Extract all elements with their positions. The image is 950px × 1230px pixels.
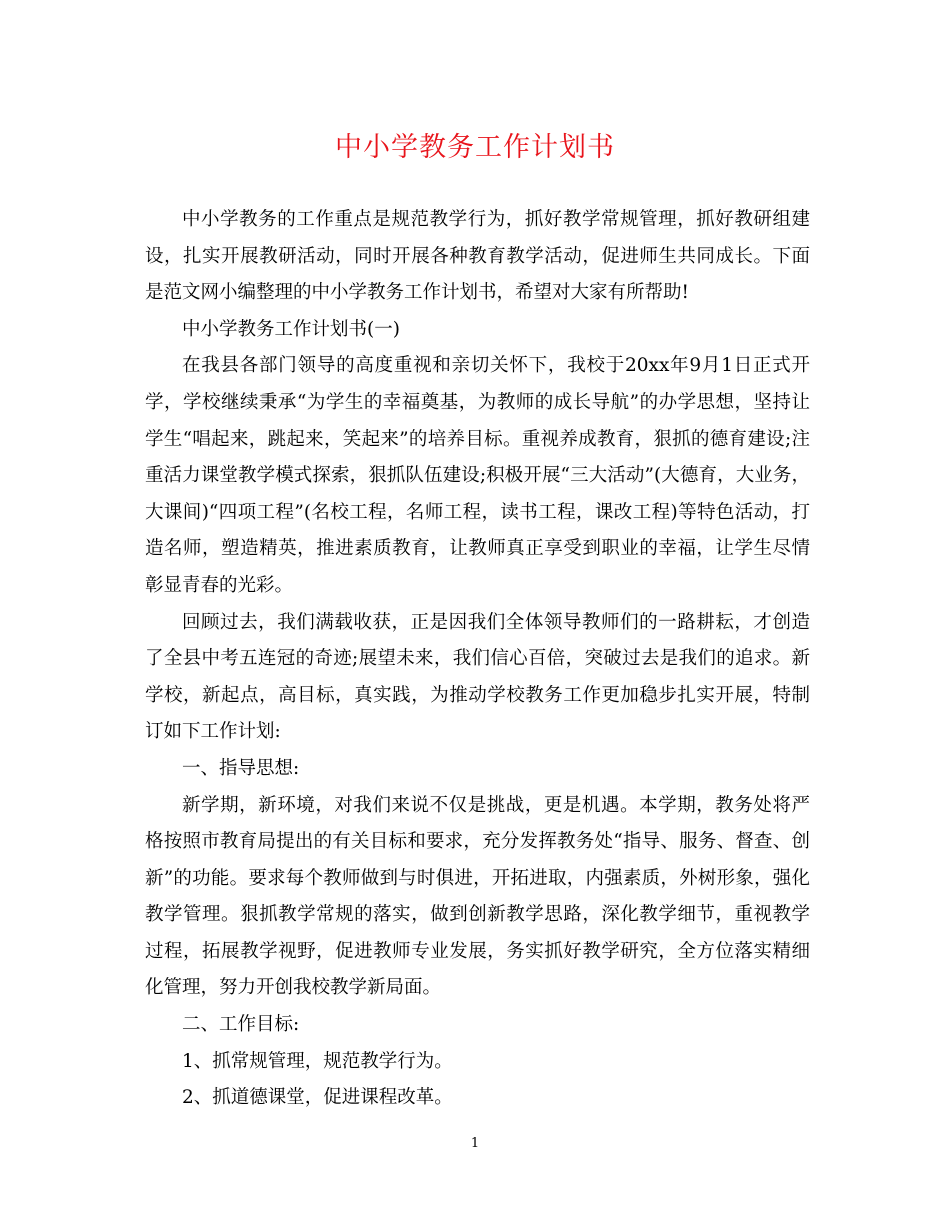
- guiding-thought-paragraph: 新学期，新环境，对我们来说不仅是挑战，更是机遇。本学期，教务处将严格按照市教育局提出的有关目标和要求，充分发挥教务处“指导、服务、督查、创新”的功能。要求每个教师做到与时俱进，开拓进取，内强素质，外树形象，强化教学管理。狠抓教学常规的落实，做到创新教学思路，深化教学细节，重视教学过程，拓展教学视野，促进教师专业发展，务实抓好教学研究，全方位落实精细化管理，努力开创我校教学新局面。: [145, 794, 810, 999]
- review-paragraph: 回顾过去，我们满载收获，正是因我们全体领导教师们的一路耕耘，才创造了全县中考五连冠的奇迹;展望未来，我们信心百倍，突破过去是我们的追求。新学校，新起点，高目标，真实践，为推动学校教务工作更加稳步扎实开展，特制订如下工作计划:: [145, 611, 810, 743]
- goal-item-2: 2、抓道德课堂，促进课程改革。: [182, 1087, 453, 1109]
- background-paragraph: 在我县各部门领导的高度重视和亲切关怀下，我校于20xx年9月1日正式开学，学校继续秉承“为学生的幸福奠基，为教师的成长导航”的办学思想，坚持让学生“唱起来，跳起来，笑起来”的培养目标。重视养成教育，狠抓的德育建设;注重活力课堂教学模式探索，狠抓队伍建设;积极开展“三大活动”(大德育，大业务，大课间)“四项工程”(名校工程，名师工程，读书工程，课改工程)等特色活动，打造名师，塑造精英，推进素质教育，让教师真正享受到职业的幸福，让学生尽情彰显青春的光彩。: [145, 355, 810, 596]
- document-body: [145, 202, 810, 1117]
- goal-item-1: 1、抓常规管理，规范教学行为。: [182, 1050, 453, 1072]
- page-number: 1: [470, 1136, 480, 1151]
- heading-work-goals: 二、工作目标:: [182, 1014, 300, 1036]
- heading-guiding-thought: 一、指导思想:: [182, 757, 300, 779]
- document-title: 中小学教务工作计划书: [335, 132, 615, 163]
- intro-paragraph: 中小学教务的工作重点是规范教学行为，抓好教学常规管理，抓好教研组建设，扎实开展教研活动，同时开展各种教育教学活动，促进师生共同成长。下面是范文网小编整理的中小学教务工作计划书，希望对大家有所帮助!: [145, 209, 810, 304]
- section-heading-plan-one: 中小学教务工作计划书(一): [182, 318, 400, 340]
